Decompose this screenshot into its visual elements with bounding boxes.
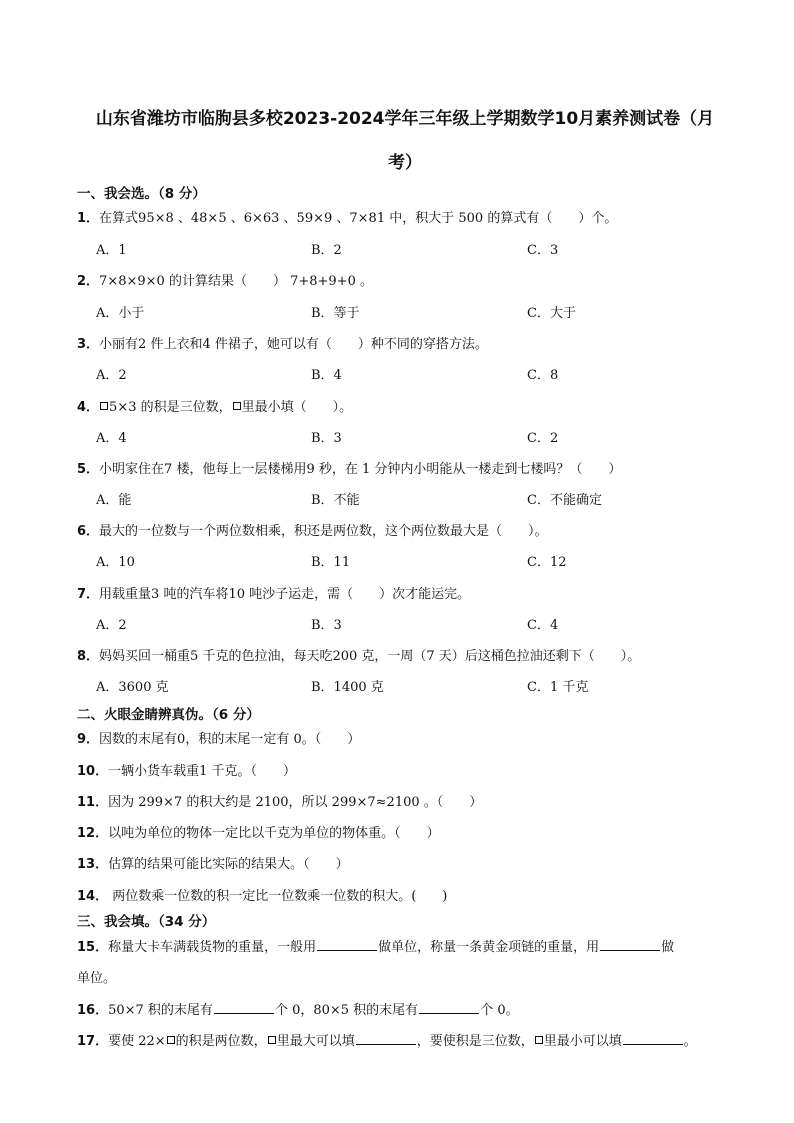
option-c: C．12	[527, 555, 567, 570]
question-10	[77, 760, 296, 779]
option-b: B．4	[311, 368, 342, 383]
option-a: A．2	[96, 618, 127, 633]
question-2	[77, 270, 373, 289]
option-c: C．4	[527, 618, 559, 633]
option-c: C．大于	[527, 306, 576, 321]
question-text: 的积是两位数，	[175, 1034, 267, 1049]
question-13	[77, 853, 349, 872]
blank-box-icon	[167, 1036, 175, 1044]
question-text: 在算式95×8 、48×5 、6×63 、59×9 、7×81 中，积大于 500 的算式有（ ）个。	[99, 211, 618, 226]
question-text: 最大的一位数与一个两位数相乘，积还是两位数，这个两位数最大是（ ）。	[99, 524, 548, 539]
section-heading-fill: 三、我会填。（34 分）	[77, 914, 216, 930]
blank-box-icon	[233, 402, 241, 410]
question-text: 称量大卡车满载货物的重量，一般用	[108, 940, 317, 955]
question-text: 5×3 的积是三位数，	[109, 400, 232, 415]
question-text: 。	[683, 1034, 697, 1049]
question-text: 小丽有2 件上衣和4 件裙子，她可以有（ ）种不同的穿搭方法。	[99, 337, 488, 352]
question-text: 因数的末尾有0，积的末尾一定有 0。（ ）	[99, 732, 361, 747]
question-number: 4．	[77, 400, 100, 415]
option-a: A．1	[96, 243, 127, 258]
option-a: A．3600 克	[96, 680, 169, 695]
question-number: 13．	[77, 857, 109, 872]
blank-box-icon	[100, 402, 108, 410]
option-c: C．2	[527, 431, 559, 446]
question-5	[77, 458, 621, 477]
exam-title-line2: 考）	[388, 153, 422, 173]
answer-blank[interactable]	[623, 1032, 683, 1045]
question-14	[77, 885, 447, 904]
question-7	[77, 583, 470, 602]
question-8	[77, 645, 640, 664]
question-text: 里最大可以填	[276, 1034, 355, 1049]
option-c: C．1 千克	[527, 680, 589, 695]
section-heading-judge: 二、火眼金睛辨真伪。（6 分）	[77, 707, 260, 723]
question-text: 要使 22×	[108, 1034, 166, 1049]
question-number: 15．	[77, 940, 109, 955]
blank-box-icon	[268, 1036, 276, 1044]
question-text: 用载重量3 吨的汽车将10 吨沙子运走，需（ ）次才能运完。	[99, 587, 471, 602]
question-11	[77, 791, 482, 810]
question-text: 两位数乘一位数的积一定比一位数乘一位数的积大。( )	[108, 889, 448, 904]
question-text: 做	[661, 940, 675, 955]
question-number: 17．	[77, 1034, 109, 1049]
blank-box-icon	[535, 1036, 543, 1044]
answer-blank[interactable]	[356, 1032, 416, 1045]
option-b: B．1400 克	[311, 680, 384, 695]
answer-blank[interactable]	[600, 938, 660, 951]
question-text: 妈妈买回一桶重5 千克的色拉油，每天吃200 克，一周（7 天）后这桶色拉油还剩下（ ）。	[99, 649, 641, 664]
question-15	[77, 936, 674, 955]
question-text: ，要使积是三位数，	[416, 1034, 534, 1049]
option-c: C．不能确定	[527, 493, 602, 508]
option-c: C．3	[527, 243, 559, 258]
option-b: B．不能	[311, 493, 360, 508]
section-heading-choice: 一、我会选。（8 分）	[77, 186, 206, 202]
option-b: B．2	[311, 243, 342, 258]
question-number: 2．	[77, 274, 100, 289]
question-3	[77, 333, 488, 352]
option-a: A．2	[96, 368, 127, 383]
question-17	[77, 1030, 697, 1049]
question-number: 7．	[77, 587, 100, 602]
question-6	[77, 520, 548, 539]
question-text: 50×7 积的末尾有	[108, 1003, 213, 1018]
answer-blank[interactable]	[317, 938, 377, 951]
exam-title-line1: 山东省潍坊市临朐县多校2023-2024学年三年级上学期数学10月素养测试卷（月	[95, 109, 715, 129]
question-15-continued: 单位。	[77, 971, 117, 986]
question-4	[77, 396, 352, 415]
question-number: 1．	[77, 211, 100, 226]
question-number: 3．	[77, 337, 100, 352]
option-b: B．11	[311, 555, 351, 570]
question-number: 5．	[77, 462, 100, 477]
question-number: 11．	[77, 795, 109, 810]
question-number: 14．	[77, 889, 109, 904]
question-number: 12．	[77, 826, 109, 841]
question-text: 7×8×9×0 的计算结果（ ） 7+8+9+0 。	[99, 274, 373, 289]
question-1	[77, 207, 617, 226]
question-9	[77, 728, 360, 747]
question-text: 估算的结果可能比实际的结果大。（ ）	[108, 857, 349, 872]
question-text: 里最小填（ ）。	[241, 400, 353, 415]
option-b: B．3	[311, 618, 342, 633]
question-text: 个 0，80×5 积的末尾有	[274, 1003, 419, 1018]
question-text: 因为 299×7 的积大约是 2100，所以 299×7≈2100 。（ ）	[108, 795, 483, 810]
question-text: 一辆小货车载重1 千克。（ ）	[108, 764, 296, 779]
question-number: 10．	[77, 764, 109, 779]
option-b: B．3	[311, 431, 342, 446]
question-number: 9．	[77, 732, 100, 747]
question-text: 做单位，称量一条黄金项链的重量，用	[378, 940, 600, 955]
option-a: A．4	[96, 431, 127, 446]
option-a: A．小于	[96, 306, 145, 321]
option-b: B．等于	[311, 306, 360, 321]
answer-blank[interactable]	[214, 1001, 274, 1014]
option-a: A．10	[96, 555, 135, 570]
option-a: A．能	[96, 493, 132, 508]
question-text: 里最小可以填	[543, 1034, 622, 1049]
option-c: C．8	[527, 368, 559, 383]
question-12	[77, 822, 440, 841]
question-number: 8．	[77, 649, 100, 664]
question-16	[77, 999, 519, 1018]
question-text: 个 0。	[480, 1003, 519, 1018]
question-text: 小明家住在7 楼，他每上一层楼梯用9 秒，在 1 分钟内小明能从一楼走到七楼吗？（ ）	[99, 462, 622, 477]
question-number: 6．	[77, 524, 100, 539]
question-text: 以吨为单位的物体一定比以千克为单位的物体重。（ ）	[108, 826, 440, 841]
question-number: 16．	[77, 1003, 109, 1018]
answer-blank[interactable]	[419, 1001, 479, 1014]
